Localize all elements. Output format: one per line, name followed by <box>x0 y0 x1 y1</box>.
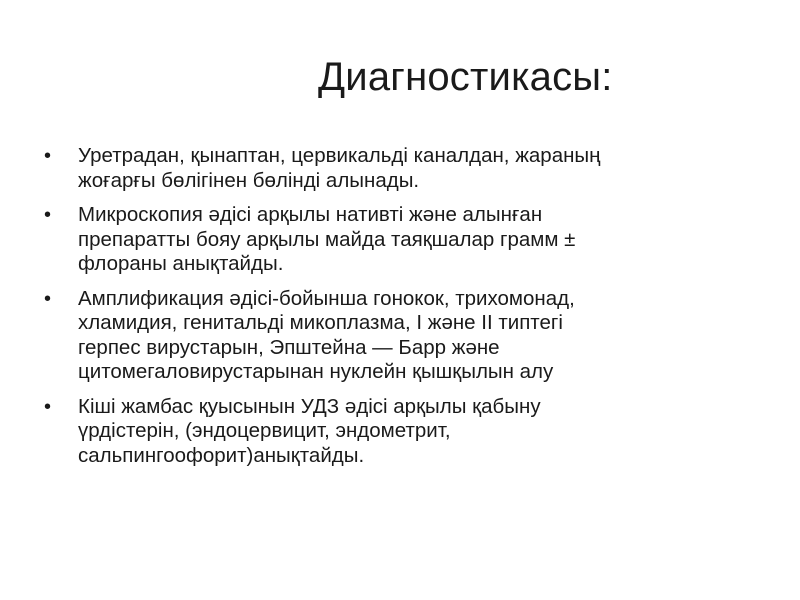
bullet-item-sample-collection <box>44 144 744 193</box>
bullet-line: үрдістерін, (эндоцервицит, эндометрит, <box>78 419 451 442</box>
bullet-line: цитомегаловирустарынан нуклейн қышқылын алу <box>78 360 554 383</box>
bullet-dot-icon: • <box>44 395 52 418</box>
bullet-line: сальпингоофорит)анықтайды. <box>78 443 365 467</box>
bullet-line: хламидия, генитальді микоплазма, I және II типтегі <box>78 311 563 334</box>
bullet-line: Кіші жамбас қуысынын УДЗ әдісі арқылы қабыну <box>78 394 541 418</box>
bullet-line: герпес вирустарын, Эпштейна — Барр және <box>78 335 500 359</box>
bullet-line: препаратты бояу арқылы майда таяқшалар грамм ± <box>78 227 576 251</box>
bullet-dot-icon: • <box>44 145 52 167</box>
bullet-line: Микроскопия әдісі арқылы нативті және алынған <box>78 203 543 226</box>
bullet-line: жоғарғы бөлігінен бөлінді алынады. <box>78 168 420 192</box>
slide-title: Диагностикасы: <box>318 55 613 99</box>
bullet-item-amplification <box>44 287 744 385</box>
bullet-line: Амплификация әдісі-бойынша гонокок, трихомонад, <box>78 286 575 310</box>
bullet-dot-icon: • <box>44 287 52 310</box>
bullet-dot-icon: • <box>44 204 52 226</box>
bullet-item-ultrasound <box>44 395 744 469</box>
bullet-line: Уретрадан, қынаптан, цервикальді каналдан, жараның <box>78 144 601 167</box>
bullet-item-microscopy <box>44 203 744 277</box>
bullet-list <box>44 144 744 478</box>
bullet-line: флораны анықтайды. <box>78 252 284 275</box>
